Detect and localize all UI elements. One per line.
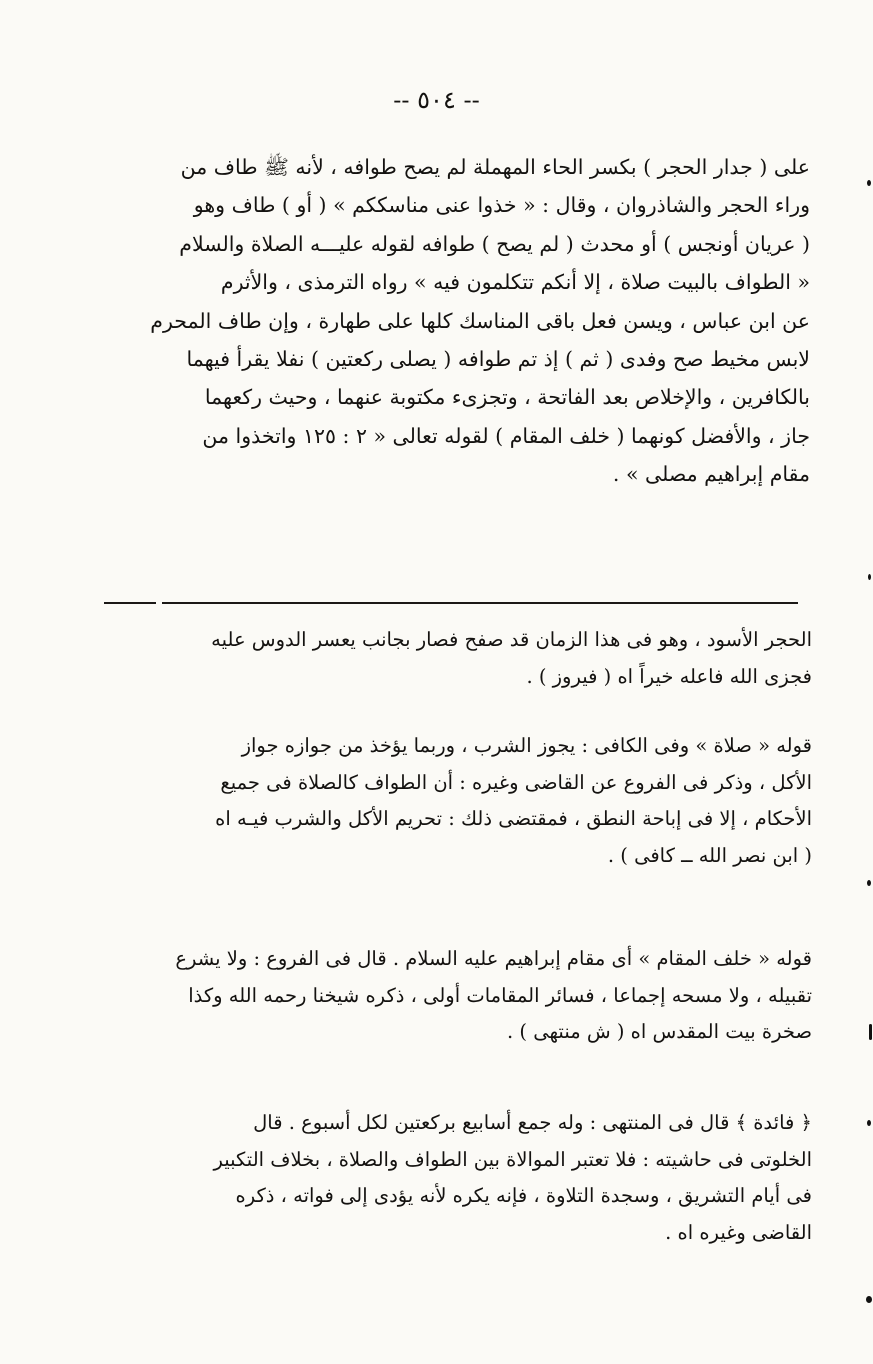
footnote-line: قوله « خلف المقام » أى مقام إبراهيم عليه السلام . قال فى الفروع : ولا يشرع — [175, 947, 812, 970]
page-number: -- ٥٠٤ -- — [393, 86, 480, 114]
main-text — [104, 148, 810, 494]
footnote-line: صخرة بيت المقدس اه ( ش منتهى ) . — [506, 1020, 812, 1043]
footnote-line: ﴿ فائدة ﴾ قال فى المنتهى : وله جمع أسابيع بركعتين لكل أسبوع . قال — [253, 1111, 812, 1134]
scan-speck — [868, 574, 871, 580]
main-text-line: مقام إبراهيم مصلى » . — [612, 462, 810, 487]
footnote-line: الخلوتى فى حاشيته : فلا تعتبر الموالاة بين الطواف والصلاة ، بخلاف التكبير — [213, 1147, 812, 1171]
main-text-line: عن ابن عباس ، ويسن فعل باقى المناسك كلها على طهارة ، وإن طاف المحرم — [150, 308, 810, 333]
main-text-line: « الطواف بالبيت صلاة ، إلا أنكم تتكلمون فيه » رواه الترمذى ، والأثرم — [220, 270, 810, 295]
scan-speck — [867, 180, 871, 186]
main-text-line: على ( جدار الحجر ) بكسر الحاء المهملة لم يصح طوافه ، لأنه ﷺ طاف من — [180, 155, 810, 179]
footnote-line: الأحكام ، إلا فى إباحة النطق ، فمقتضى ذلك : تحريم الأكل والشرب فيـه اه — [215, 807, 812, 830]
scan-speck — [866, 1296, 872, 1303]
divider-segment-right — [162, 602, 798, 604]
footnote-line: ( ابن نصر الله ــ كافى ) . — [607, 843, 812, 867]
footnote-line: الحجر الأسود ، وهو فى هذا الزمان قد صفح فصار بجانب يعسر الدوس عليه — [211, 628, 812, 651]
footnote-line: فى أيام التشريق ، وسجدة التلاوة ، فإنه يكره لأنه يؤدى إلى فواته ، ذكره — [235, 1184, 812, 1207]
main-text-line: بالكافرين ، والإخلاص بعد الفاتحة ، وتجزىء مكتوبة عنهما ، وحيث ركعهما — [204, 385, 810, 410]
footnote-line: الأكل ، وذكر فى الفروع عن القاضى وغيره : أن الطواف كالصلاة فى جميع — [220, 770, 812, 794]
main-text-line: ( عريان أونجس ) أو محدث ( لم يصح ) طوافه لقوله عليـــه الصلاة والسلام — [179, 231, 810, 256]
footnote-divider — [104, 602, 798, 605]
footnote-line: تقبيله ، ولا مسحه إجماعا ، فسائر المقامات أولى ، ذكره شيخنا رحمه الله وكذا — [188, 983, 812, 1007]
scan-speck — [867, 880, 871, 886]
divider-segment-left — [104, 602, 156, 604]
footnote-line: القاضى وغيره اه . — [665, 1220, 812, 1244]
scan-speck — [867, 1120, 871, 1126]
main-text-line: جاز ، والأفضل كونهما ( خلف المقام ) لقوله تعالى « ٢ : ١٢٥ واتخذوا من — [202, 423, 810, 448]
main-text-line: لابس مخيط صح وفدى ( ثم ) إذ تم طوافه ( يصلى ركعتين ) نفلا يقرأ فيهما — [186, 347, 810, 372]
main-text-line: وراء الحجر والشاذروان ، وقال : « خذوا عنى مناسككم » ( أو ) طاف وهو — [193, 193, 810, 218]
footnote-4 — [100, 1105, 812, 1251]
footnote-3 — [100, 941, 812, 1051]
footnote-line: فجزى الله فاعله خيراً اه ( فيروز ) . — [526, 664, 812, 688]
scan-speck — [869, 1024, 872, 1040]
footnote-1 — [100, 622, 812, 695]
footnote-line: قوله « صلاة » وفى الكافى : يجوز الشرب ، وربما يؤخذ من جوازه جواز — [241, 734, 812, 757]
footnote-2 — [100, 728, 812, 874]
